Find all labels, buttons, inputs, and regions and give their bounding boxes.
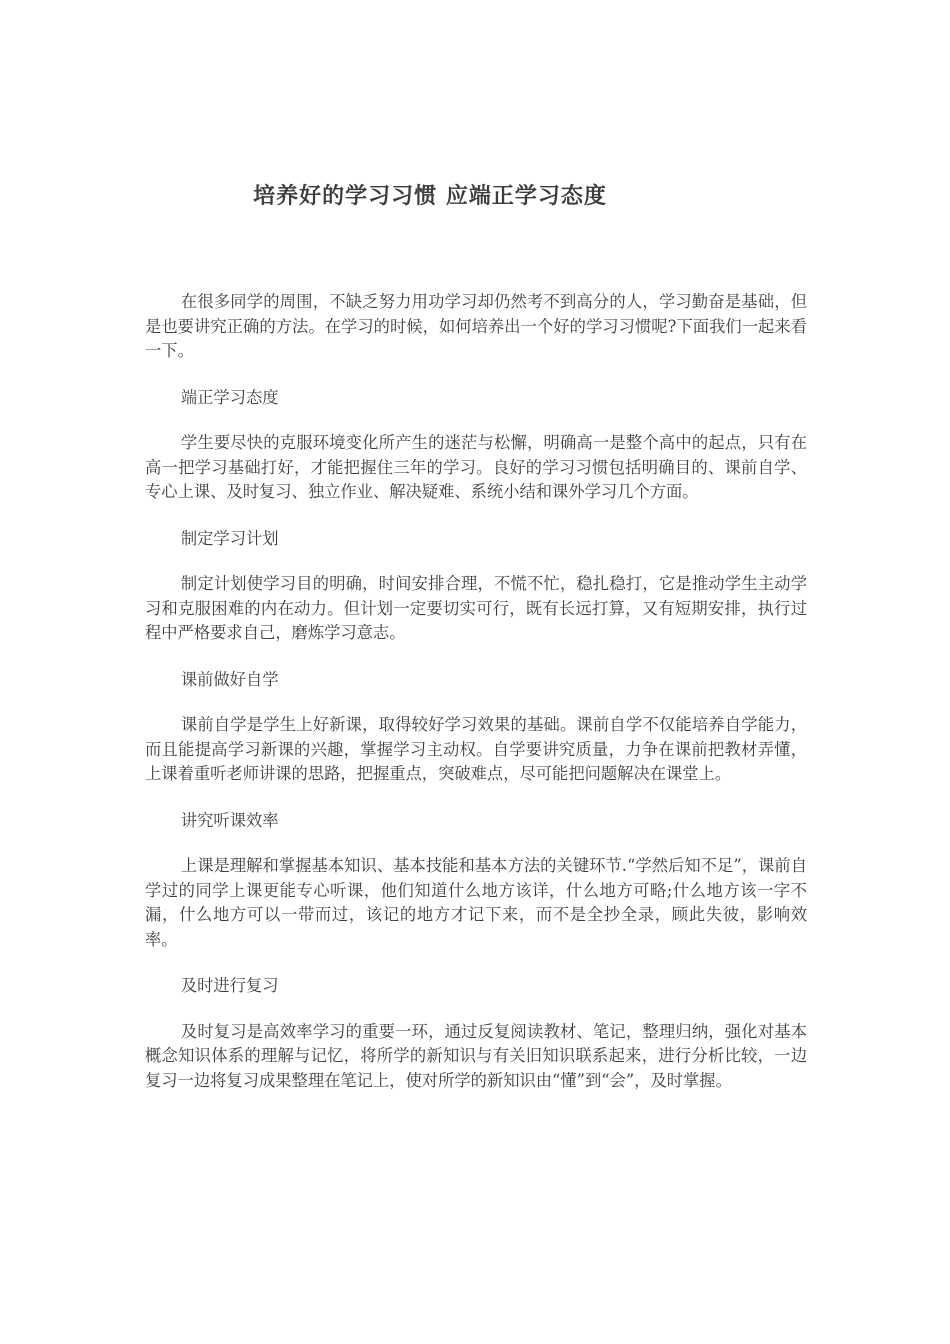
section-heading: 及时进行复习 <box>180 976 279 995</box>
intro-paragraph: 在很多同学的周围，不缺乏努力用功学习却仍然考不到高分的人，学习勤奋是基础，但是也要讲究正确的方法。在学习的时候，如何培养出一个好的学习习惯呢?下面我们一起来看一下。 <box>145 292 807 360</box>
section-paragraph: 及时复习是高效率学习的重要一环，通过反复阅读教材、笔记，整理归纳，强化对基本概念知识体系的理解与记忆，将所学的新知识与有关旧知识联系起来，进行分析比较，一边复习一边将复习成果整理在笔记上，使对所学的新知识由“懂”到“会”，及时掌握。 <box>145 1021 807 1090</box>
section-paragraph: 上课是理解和掌握基本知识、基本技能和基本方法的关键环节.“学然后知不足”，课前自学过的同学上课更能专心听课，他们知道什么地方该详，什么地方可略;什么地方该一字不漏，什么地方可以一带而过，该记的地方才记下来，而不是全抄全录，顾此失彼，影响效率。 <box>145 856 807 949</box>
document-title: 培养好的学习习惯 应端正学习态度 <box>253 184 607 209</box>
section-paragraph: 课前自学是学生上好新课，取得较好学习效果的基础。课前自学不仅能培养自学能力，而且能提高学习新课的兴趣，掌握学习主动权。自学要讲究质量，力争在课前把教材弄懂，上课着重听老师讲课的思路，把握重点，突破难点，尽可能把问题解决在课堂上。 <box>145 715 807 783</box>
document-body <box>145 290 807 1093</box>
section-heading: 制定学习计划 <box>180 528 279 548</box>
section-heading: 课前做好自学 <box>180 669 279 689</box>
section-heading: 端正学习态度 <box>180 387 279 407</box>
section-heading: 讲究听课效率 <box>180 810 279 830</box>
section-paragraph: 制定计划使学习目的明确，时间安排合理，不慌不忙，稳扎稳打，它是推动学生主动学习和克服困难的内在动力。但计划一定要切实可行，既有长远打算，又有短期安排，执行过程中严格要求自己，磨炼学习意志。 <box>145 574 807 642</box>
section-paragraph: 学生要尽快的克服环境变化所产生的迷茫与松懈，明确高一是整个高中的起点，只有在高一把学习基础打好，才能把握住三年的学习。良好的学习习惯包括明确目的、课前自学、专心上课、及时复习、独立作业、解决疑难、系统小结和课外学习几个方面。 <box>145 433 807 501</box>
